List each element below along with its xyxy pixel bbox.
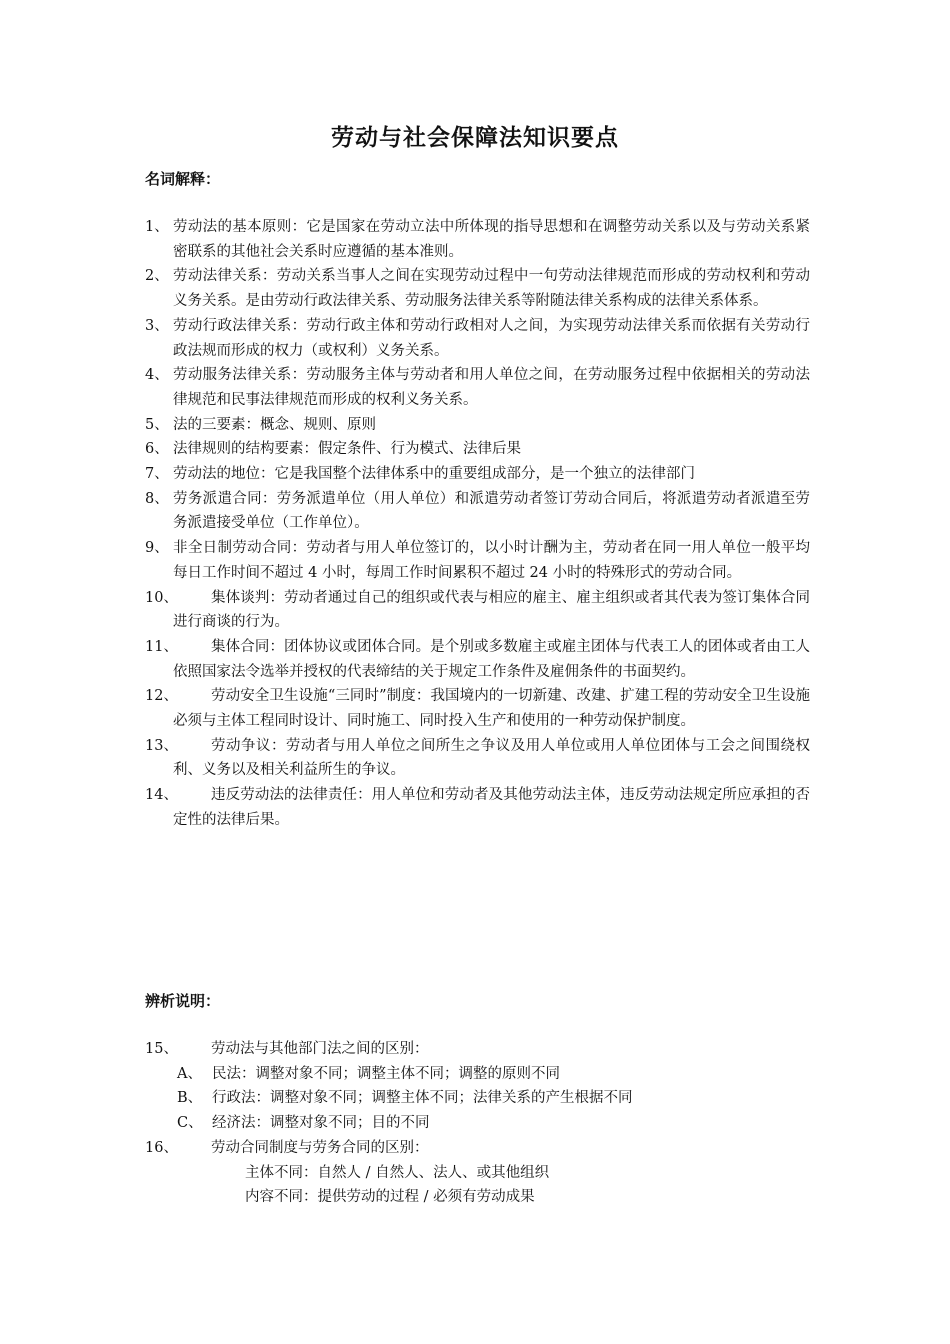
list-item: 2、 劳动法律关系：劳动关系当事人之间在实现劳动过程中一句劳动法律规范而形成的劳动权利和劳动义务关系。是由劳动行政法律关系、劳动服务法律关系等附随法律关系构成的法律关系体系。 bbox=[145, 268, 810, 310]
list-item: 7、 劳动法的地位：它是我国整个法律体系中的重要组成部分，是一个独立的法律部门 bbox=[145, 466, 695, 483]
list-item: 15、 劳动法与其他部门法之间的区别： bbox=[145, 1041, 429, 1057]
list-item: 8、 劳务派遣合同：劳务派遣单位（用人单位）和派遣劳动者签订劳动合同后，将派遣劳动者派遣至劳务派遣接受单位（工作单位）。 bbox=[145, 490, 810, 532]
page-title: 劳动与社会保障法知识要点 bbox=[331, 125, 619, 151]
list-item: 13、 劳动争议：劳动者与用人单位之间所生之争议及用人单位或用人单位团体与工会之间围绕权利、义务以及相关利益所生的争议。 bbox=[145, 737, 810, 779]
list-item: 3、 劳动行政法律关系：劳动行政主体和劳动行政相对人之间，为实现劳动法律关系而依据有关劳动行政法规而形成的权力（或权利）义务关系。 bbox=[145, 317, 810, 359]
sub-item: C、 经济法：调整对象不同；目的不同 bbox=[177, 1115, 430, 1132]
list-item: 1、 劳动法的基本原则：它是国家在劳动立法中所体现的指导思想和在调整劳动关系以及与劳动关系紧密联系的其他社会关系时应遵循的基本准则。 bbox=[145, 219, 810, 260]
sub-item: A、 民法：调整对象不同；调整主体不同；调整的原则不同 bbox=[177, 1065, 560, 1082]
list-item: 6、 法律规则的结构要素：假定条件、行为模式、法律后果 bbox=[145, 441, 521, 458]
comparison-line: 内容不同：提供劳动的过程 / 必须有劳动成果 bbox=[245, 1189, 535, 1206]
list-item: 16、 劳动合同制度与劳务合同的区别： bbox=[145, 1139, 429, 1156]
section-heading-analysis: 辨析说明： bbox=[145, 992, 221, 1010]
list-item: 12、 劳动安全卫生设施“三同时”制度：我国境内的一切新建、改建、扩建工程的劳动安全卫生设施必须与主体工程同时设计、同时施工、同时投入生产和使用的一种劳动保护制度。 bbox=[145, 688, 810, 730]
sub-item: B、 行政法：调整对象不同；调整主体不同；法律关系的产生根据不同 bbox=[177, 1090, 633, 1107]
section-heading-definitions: 名词解释： bbox=[145, 170, 221, 188]
list-item: 11、 集体合同：团体协议或团体合同。是个别或多数雇主或雇主团体与代表工人的团体或者由工人依照国家法令选举并授权的代表缔结的关于规定工作条件及雇佣条件的书面契约。 bbox=[145, 638, 810, 680]
list-item: 9、 非全日制劳动合同：劳动者与用人单位签订的，以小时计酬为主，劳动者在同一用人单位一般平均每日工作时间不超过 4 小时，每周工作时间累积不超过 24 小时的特殊形式的劳动合同。 bbox=[145, 540, 810, 581]
list-item: 5、 法的三要素：概念、规则、原则 bbox=[145, 416, 376, 433]
analysis-list bbox=[145, 1037, 810, 1210]
list-item: 4、 劳动服务法律关系：劳动服务主体与劳动者和用人单位之间，在劳动服务过程中依据相关的劳动法律规范和民事法律规范而形成的权利义务关系。 bbox=[145, 367, 810, 408]
list-item: 10、 集体谈判：劳动者通过自己的组织或代表与相应的雇主、雇主组织或者其代表为签订集体合同进行商谈的行为。 bbox=[145, 589, 810, 631]
list-item: 14、 违反劳动法的法律责任：用人单位和劳动者及其他劳动法主体，违反劳动法规定所应承担的否定性的法律后果。 bbox=[145, 787, 810, 828]
definitions-list bbox=[145, 215, 810, 833]
comparison-line: 主体不同：自然人 / 自然人、法人、或其他组织 bbox=[245, 1164, 550, 1181]
